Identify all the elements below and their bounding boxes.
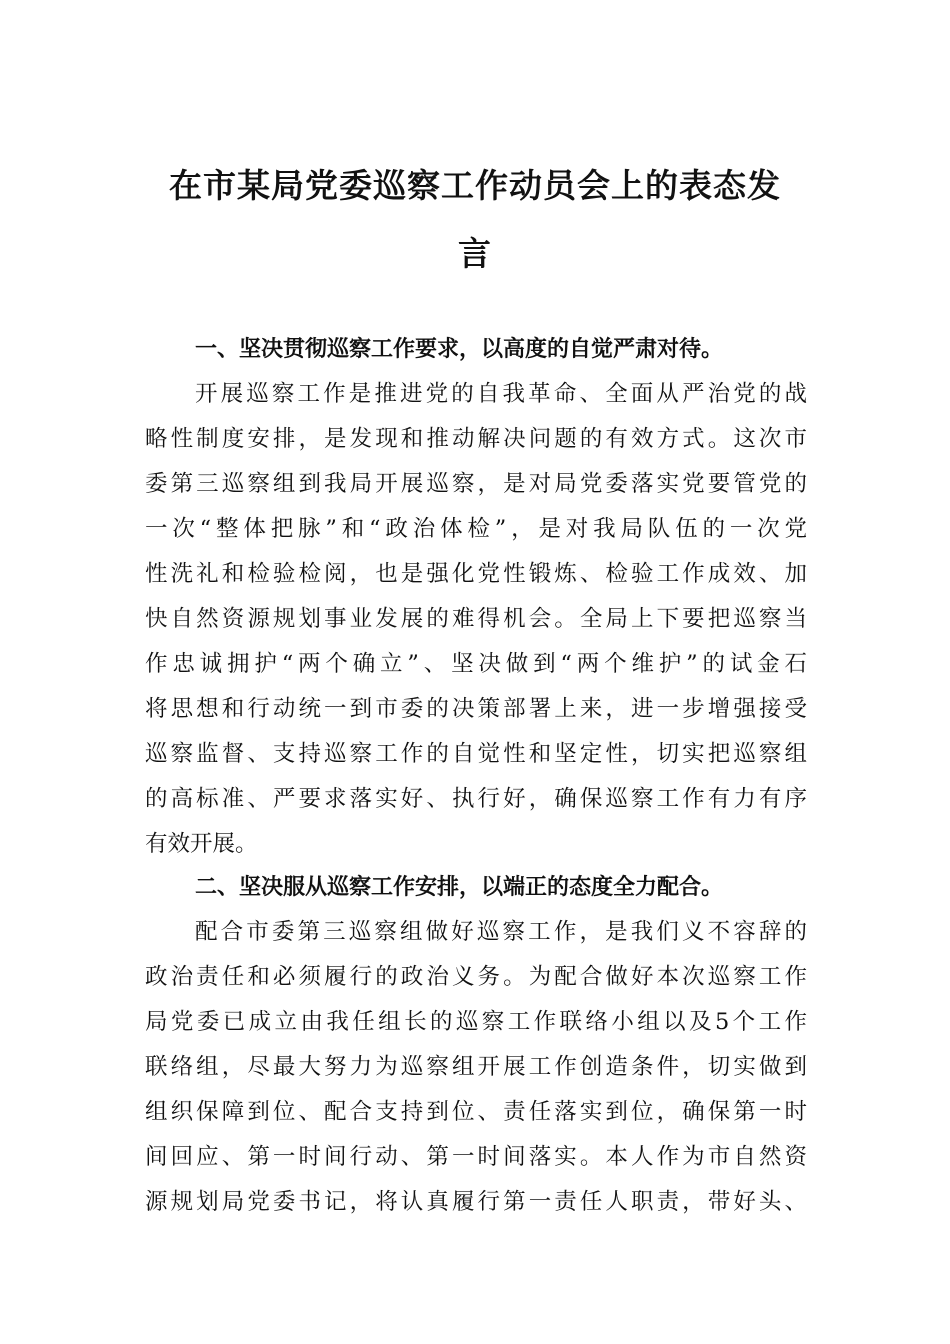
paragraph-line: 一次“整体把脉”和“政治体检”，是对我局队伍的一次党 [145,516,807,542]
paragraph-line: 委第三巡察组到我局开展巡察，是对局党委落实党要管党的 [145,471,807,497]
document-title: 在市某局党委巡察工作动员会上的表态发 [169,166,781,205]
paragraph-line: 快自然资源规划事业发展的难得机会。全局上下要把巡察当 [145,606,807,632]
paragraph-line: 局党委已成立由我任组长的巡察工作联络小组以及5个工作 [145,1009,807,1035]
paragraph-line: 组织保障到位、配合支持到位、责任落实到位，确保第一时 [145,1099,807,1125]
document-title-continued: 言 [458,234,492,273]
paragraph-line: 开展巡察工作是推进党的自我革命、全面从严治党的战 [195,381,807,407]
paragraph-line: 有效开展。 [145,831,258,857]
paragraph-line: 联络组，尽最大努力为巡察组开展工作创造条件，切实做到 [145,1054,807,1080]
section-1-heading: 一、坚决贯彻巡察工作要求，以高度的自觉严肃对待。 [195,337,724,362]
paragraph-line: 巡察监督、支持巡察工作的自觉性和坚定性，切实把巡察组 [145,741,807,767]
paragraph-line: 源规划局党委书记，将认真履行第一责任人职责，带好头、 [145,1189,807,1215]
paragraph-line: 间回应、第一时间行动、第一时间落实。本人作为市自然资 [145,1144,807,1170]
paragraph-line: 略性制度安排，是发现和推动解决问题的有效方式。这次市 [145,426,807,452]
section-2-heading: 二、坚决服从巡察工作安排，以端正的态度全力配合。 [195,875,724,900]
paragraph-line: 政治责任和必须履行的政治义务。为配合做好本次巡察工作 [145,964,807,990]
paragraph-line: 将思想和行动统一到市委的决策部署上来，进一步增强接受 [145,696,807,722]
paragraph-line: 性洗礼和检验检阅，也是强化党性锻炼、检验工作成效、加 [145,561,807,587]
paragraph-line: 配合市委第三巡察组做好巡察工作，是我们义不容辞的 [195,919,807,945]
paragraph-line: 的高标准、严要求落实好、执行好，确保巡察工作有力有序 [145,786,807,812]
paragraph-line: 作忠诚拥护“两个确立”、坚决做到“两个维护”的试金石 [145,651,807,677]
